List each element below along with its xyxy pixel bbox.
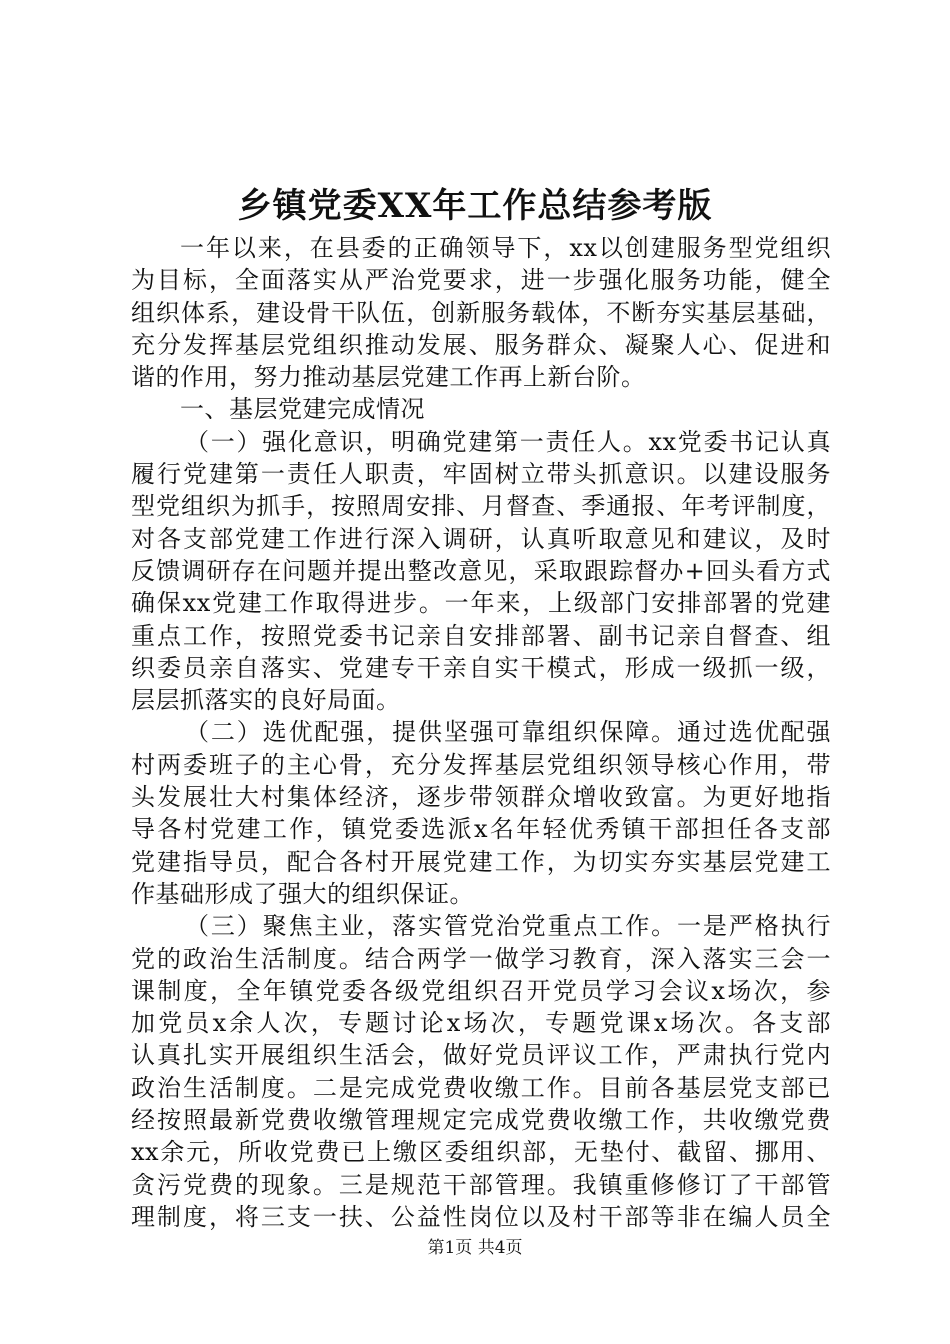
section-heading: 一、基层党建完成情况 <box>180 395 425 424</box>
body-line: 为目标，全面落实从严治党要求，进一步强化服务功能，健全 <box>131 266 831 295</box>
body-line: 党建指导员，配合各村开展党建工作，为切实夯实基层党建工 <box>131 847 831 876</box>
body-line: 对各支部党建工作进行深入调研，认真听取意见和建议，及时 <box>131 524 831 553</box>
body-line: 课制度，全年镇党委各级党组织召开党员学习会议x场次，参 <box>131 976 831 1005</box>
body-line: 型党组织为抓手，按照周安排、月督查、季通报、年考评制度， <box>131 492 831 521</box>
body-line: 加党员x余人次，专题讨论x场次，专题党课x场次。各支部 <box>131 1009 831 1038</box>
body-line: 确保xx党建工作取得进步。一年来，上级部门安排部署的党建 <box>131 589 831 618</box>
page-number: 第1页 共4页 <box>427 1238 523 1258</box>
body-line: xx余元，所收党费已上缴区委组织部，无垫付、截留、挪用、 <box>131 1138 831 1167</box>
body-line: 经按照最新党费收缴管理规定完成党费收缴工作，共收缴党费 <box>131 1106 831 1135</box>
body-line: 贪污党费的现象。三是规范干部管理。我镇重修修订了干部管 <box>131 1170 831 1199</box>
body-line: 层层抓落实的良好局面。 <box>131 686 401 715</box>
body-line: 认真扎实开展组织生活会，做好党员评议工作，严肃执行党内 <box>131 1041 831 1070</box>
body-line: 村两委班子的主心骨，充分发挥基层党组织领导核心作用，带 <box>131 750 831 779</box>
body-line: 反馈调研存在问题并提出整改意见，采取跟踪督办+回头看方式 <box>131 556 831 585</box>
body-line: 一年以来，在县委的正确领导下，xx以创建服务型党组织 <box>180 234 831 262</box>
body-line: 充分发挥基层党组织推动发展、服务群众、凝聚人心、促进和 <box>131 330 831 359</box>
body-line: 履行党建第一责任人职责，牢固树立带头抓意识。以建设服务 <box>131 460 831 489</box>
document-title: 乡镇党委XX年工作总结参考版 <box>237 186 713 226</box>
body-line: 政治生活制度。二是完成党费收缴工作。目前各基层党支部已 <box>131 1073 831 1102</box>
body-line: 重点工作，按照党委书记亲自安排部署、副书记亲自督查、组 <box>131 621 831 650</box>
body-line: （二）选优配强，提供坚强可靠组织保障。通过选优配强 <box>185 718 831 747</box>
body-line: 组织体系，建设骨干队伍，创新服务载体，不断夯实基层基础， <box>131 298 831 327</box>
body-line: 头发展壮大村集体经济，逐步带领群众增收致富。为更好地指 <box>131 783 831 812</box>
body-line: （一）强化意识，明确党建第一责任人。xx党委书记认真 <box>185 427 831 456</box>
body-line: 作基础形成了强大的组织保证。 <box>131 879 474 908</box>
body-line: 党的政治生活制度。结合两学一做学习教育，深入落实三会一 <box>131 944 831 973</box>
body-line: 谐的作用，努力推动基层党建工作再上新台阶。 <box>131 363 646 392</box>
body-line: （三）聚焦主业，落实管党治党重点工作。一是严格执行 <box>185 912 831 941</box>
body-line: 导各村党建工作，镇党委选派x名年轻优秀镇干部担任各支部 <box>131 815 831 844</box>
body-line: 织委员亲自落实、党建专干亲自实干模式，形成一级抓一级， <box>131 653 831 682</box>
document-body <box>131 232 831 1233</box>
body-line: 理制度，将三支一扶、公益性岗位以及村干部等非在编人员全 <box>131 1202 831 1231</box>
